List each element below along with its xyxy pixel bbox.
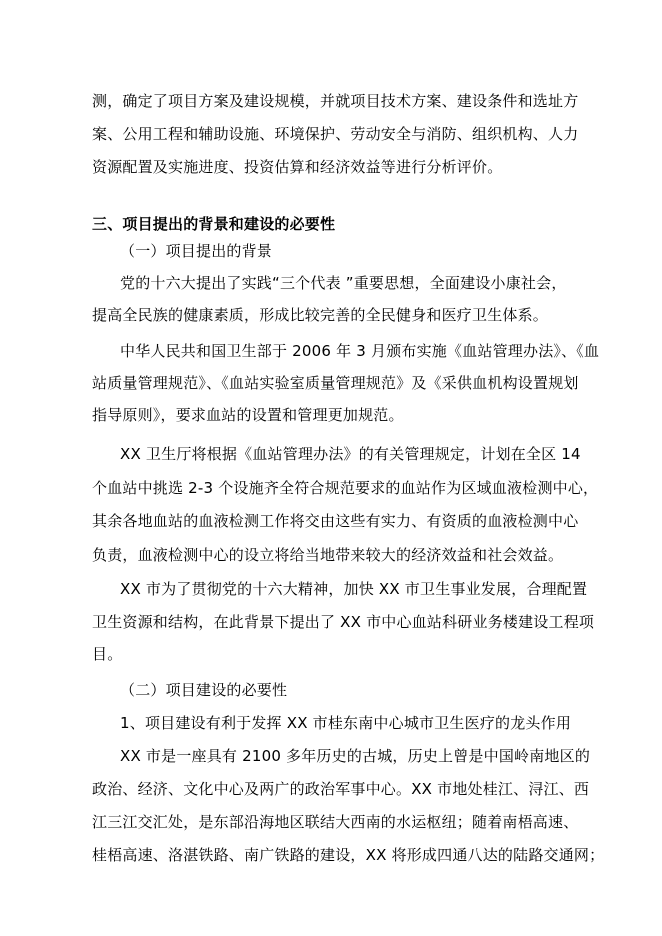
paragraph-line: XX 卫生厅将根据《血站管理办法》的有关管理规定，计划在全区 14 xyxy=(120,445,581,463)
paragraph-line: 测，确定了项目方案及建设规模，并就项目技术方案、建设条件和选址方 xyxy=(92,92,579,110)
item-heading: 1、项目建设有利于发挥 XX 市桂东南中心城市卫生医疗的龙头作用 xyxy=(120,714,572,732)
paragraph-line: XX 市是一座具有 2100 多年历史的古城，历史上曾是中国岭南地区的 xyxy=(120,747,591,765)
subsection-heading: （一）项目提出的背景 xyxy=(120,242,273,260)
paragraph-line: 目。 xyxy=(92,645,123,663)
paragraph-line: 其余各地血站的血液检测工作将交由这些有实力、有资质的血液检测中心 xyxy=(92,512,579,530)
paragraph-line: 中华人民共和国卫生部于 2006 年 3 月颁布实施《血站管理办法》、《血 xyxy=(120,342,600,360)
paragraph-line: 党的十六大提出了实践“三个代表 ”重要思想，全面建设小康社会， xyxy=(120,274,567,292)
subsection-heading: （二）项目建设的必要性 xyxy=(120,681,288,699)
paragraph-line: 卫生资源和结构，在此背景下提出了 XX 市中心血站科研业务楼建设工程项 xyxy=(92,613,595,631)
paragraph-line: 政治、经济、文化中心及两广的政治军事中心。XX 市地处桂江、浔江、西 xyxy=(92,780,590,798)
paragraph-line: 提高全民族的健康素质，形成比较完善的全民健身和医疗卫生体系。 xyxy=(92,306,549,324)
paragraph-line: 个血站中挑选 2-3 个设施齐全符合规范要求的血站作为区域血液检测中心， xyxy=(92,479,599,497)
paragraph-line: 桂梧高速、洛湛铁路、南广铁路的建设，XX 将形成四通八达的陆路交通网； xyxy=(92,846,605,864)
paragraph-line: 资源配置及实施进度、投资估算和经济效益等进行分析评价。 xyxy=(92,158,503,176)
section-heading: 三、项目提出的背景和建设的必要性 xyxy=(92,215,336,233)
paragraph-line: 指导原则》，要求血站的设置和管理更加规范。 xyxy=(92,406,404,424)
paragraph-line: 案、公用工程和辅助设施、环境保护、劳动安全与消防、组织机构、人力 xyxy=(92,125,579,143)
paragraph-line: 负责，血液检测中心的设立将给当地带来较大的经济效益和社会效益。 xyxy=(92,546,564,564)
paragraph-line: XX 市为了贯彻党的十六大精神，加快 XX 市卫生事业发展，合理配置 xyxy=(120,580,588,598)
paragraph-line: 江三江交汇处，是东部沿海地区联结大西南的水运枢纽；随着南梧高速、 xyxy=(92,813,579,831)
paragraph-line: 站质量管理规范》、《血站实验室质量管理规范》及《采供血机构设置规划 xyxy=(92,374,579,392)
